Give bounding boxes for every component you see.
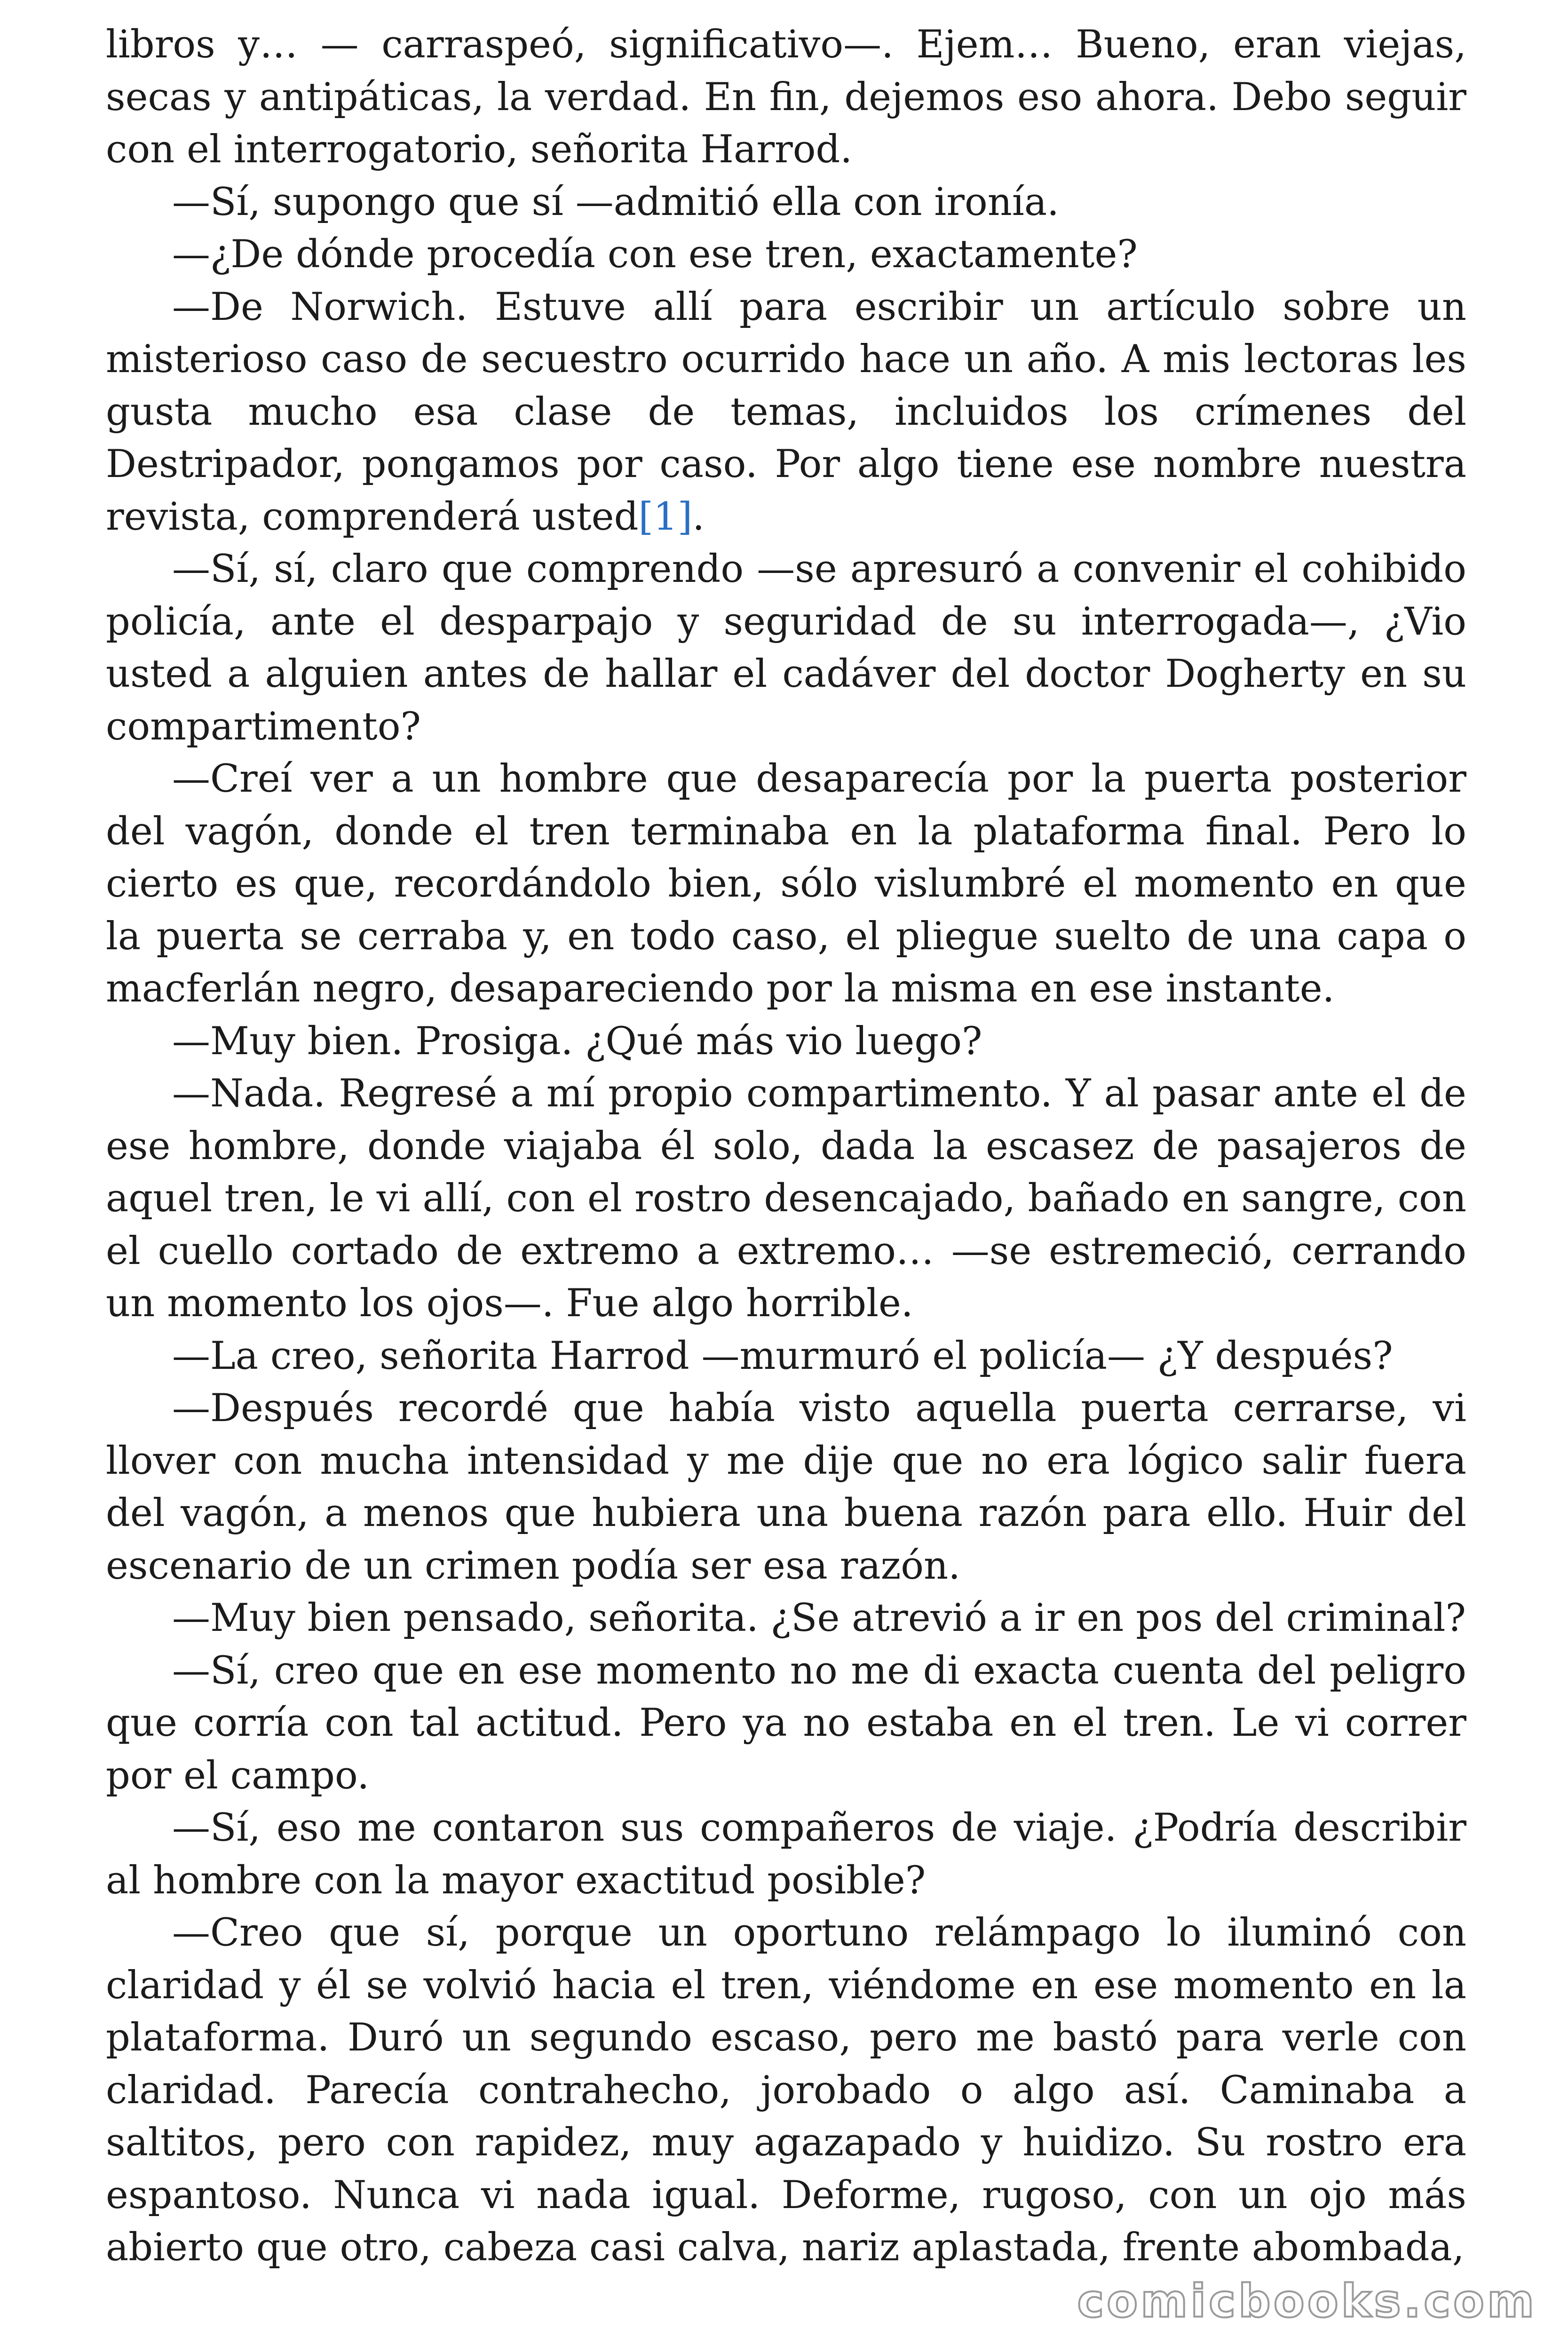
paragraph-9: —Después recordé que había visto aquella puerta cerrarse, vi llover con mucha intensidad y me dije que no era lógico salir fuera del vagón, a menos que hubiera una buena razón para ello. Huir del escenario de un crimen podía ser esa razón. (106, 1386, 1466, 1588)
book-page (106, 19, 1466, 2274)
footnote-link[interactable]: [1] (638, 494, 693, 539)
paragraph-2: —¿De dónde procedía con ese tren, exactamente? (172, 232, 1138, 277)
paragraph-8: —La creo, señorita Harrod —murmuró el policía— ¿Y después? (172, 1334, 1393, 1378)
paragraph-11: —Sí, creo que en ese momento no me di exacta cuenta del peligro que corría con tal actitud. Pero ya no estaba en el tren. Le vi correr por el campo. (106, 1648, 1466, 1798)
paragraph-3 (106, 281, 1466, 544)
paragraph-3-text: —De Norwich. Estuve allí para escribir un artículo sobre un misterioso caso de secuestro ocurrido hace un año. A mis lectoras les gusta mucho esa clase de temas, incluidos los crímenes del Destripador, pongamos por caso. Por algo tiene ese nombre nuestra revista, comprenderá usted (106, 285, 1466, 539)
paragraph-5: —Creí ver a un hombre que desaparecía por la puerta posterior del vagón, donde el tren terminaba en la plataforma final. Pero lo cierto es que, recordándolo bien, sólo vislumbré el momento en que la puerta se cerraba y, en todo caso, el pliegue suelto de una capa o macferlán negro, desapareciendo por la misma en ese instante. (106, 757, 1466, 1011)
paragraph-4: —Sí, sí, claro que comprendo —se apresuró a convenir el cohibido policía, ante el desparpajo y seguridad de su interrogada—, ¿Vio usted a alguien antes de hallar el cadáver del doctor Dogherty en su compartimento? (106, 547, 1466, 749)
paragraph-6: —Muy bien. Prosiga. ¿Qué más vio luego? (172, 1019, 982, 1064)
paragraph-3-end: . (692, 494, 705, 539)
paragraph-10: —Muy bien pensado, señorita. ¿Se atrevió a ir en pos del criminal? (172, 1596, 1466, 1640)
paragraph-1: —Sí, supongo que sí —admitió ella con ironía. (172, 180, 1059, 224)
paragraph-12: —Sí, eso me contaron sus compañeros de viaje. ¿Podría describir al hombre con la mayor exactitud posible? (106, 1806, 1466, 1903)
watermark-logo: comicbooks.com (1077, 2275, 1537, 2328)
paragraph-7: —Nada. Regresé a mí propio compartimento. Y al pasar ante el de ese hombre, donde viajaba él solo, dada la escasez de pasajeros de aquel tren, le vi allí, con el rostro desencajado, bañado en sangre, con el cuello cortado de extremo a extremo… —se estremeció, cerrando un momento los ojos—. Fue algo horrible. (106, 1072, 1466, 1326)
paragraph-0: libros y… — carraspeó, significativo—. Ejem… Bueno, eran viejas, secas y antipáticas, la verdad. En fin, dejemos eso ahora. Debo seguir con el interrogatorio, señorita Harrod. (106, 23, 1466, 172)
paragraph-13: —Creo que sí, porque un oportuno relámpago lo iluminó con claridad y él se volvió hacia el tren, viéndome en ese momento en la plataforma. Duró un segundo escaso, pero me bastó para verle con claridad. Parecía contrahecho, jorobado o algo así. Caminaba a saltitos, pero con rapidez, muy agazapado y huidizo. Su rostro era espantoso. Nunca vi nada igual. Deforme, rugoso, con un ojo más abierto que otro, cabeza casi calva, nariz aplastada, frente abombada, (106, 1911, 1466, 2270)
